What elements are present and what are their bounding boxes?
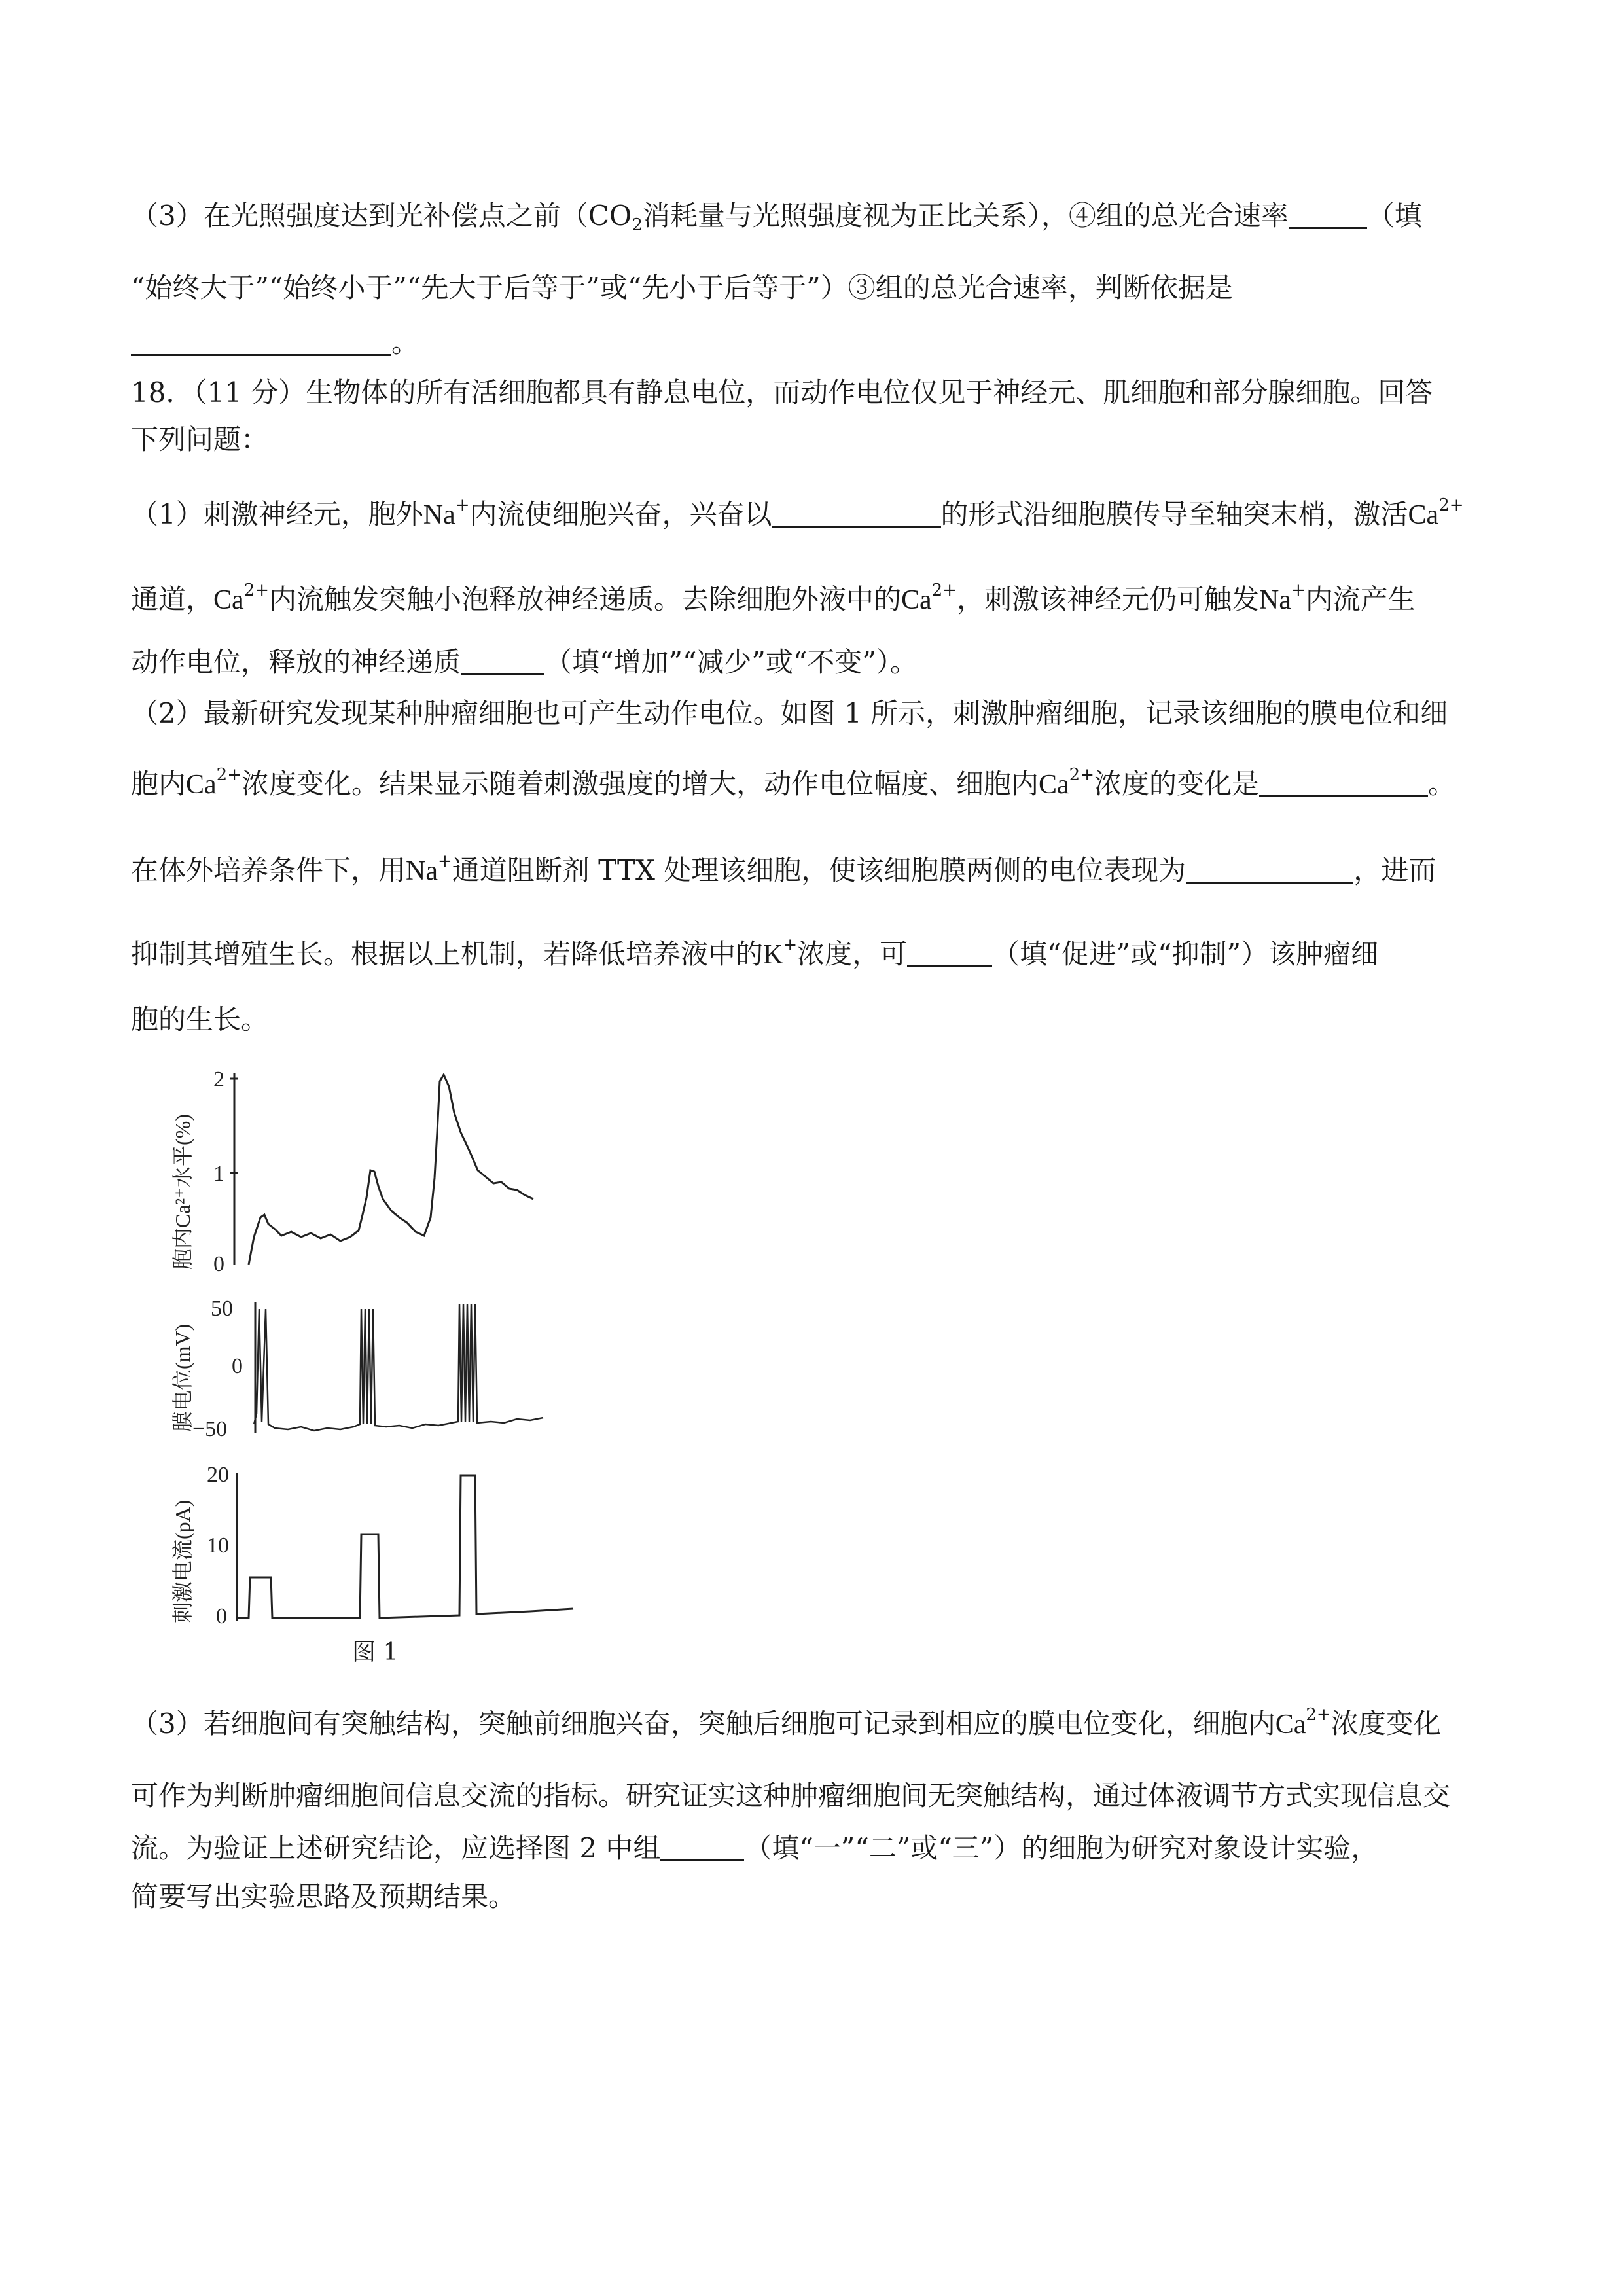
q18-p2-e: 。 [1428, 768, 1456, 800]
q18-p3-f: 简要写出实验思路及预期结果。 [131, 1880, 516, 1912]
figure-caption: 图 1 [352, 1639, 399, 1666]
q18-p3-a: （3）若细胞间有突触结构，突触前细胞兴奋，突触后细胞可记录到相应的膜电位变化，细胞内 [131, 1708, 1275, 1740]
panel3-tick: 10 [207, 1534, 229, 1558]
na-charge: + [455, 495, 470, 515]
q18-p3-line3 [131, 1830, 1499, 1867]
q18-p2-line4 [131, 936, 1499, 973]
q18-p2-line1 [131, 695, 1499, 732]
panel1-tick: 0 [213, 1252, 224, 1276]
panel2-ylabel: 膜电位(mV) [171, 1323, 194, 1432]
q18-p3-line2 [131, 1778, 1499, 1814]
na-ion: Na [423, 500, 455, 530]
q18-p3-line4 [131, 1878, 1499, 1915]
answer-blank[interactable] [1289, 201, 1367, 229]
ca-charge: 2+ [1069, 765, 1094, 785]
q18-intro-line1 [131, 374, 1499, 411]
panel3-tick: 0 [216, 1604, 227, 1628]
ca-ion: Ca [1039, 770, 1069, 800]
panel2-tick: 50 [211, 1297, 233, 1321]
answer-blank[interactable] [772, 499, 941, 528]
answer-blank[interactable] [1186, 855, 1353, 884]
na-ion: Na [406, 856, 438, 886]
answer-blank[interactable] [461, 647, 544, 675]
q18-p3-e: （填“一”“二”或“三”）的细胞为研究对象设计实验， [744, 1832, 1379, 1864]
q18-p1-i: （填“增加”“减少”或“不变”）。 [544, 646, 918, 678]
panel3-ylabel: 刺激电流(pA) [171, 1499, 194, 1623]
q18-p3-d: 流。为验证上述研究结论，应选择图 2 中组 [131, 1832, 661, 1864]
panel1-tick: 2 [213, 1067, 224, 1092]
answer-blank[interactable] [660, 1833, 744, 1861]
q18-p1-c: 的形式沿细胞膜传导至轴突末梢，激活 [940, 498, 1408, 530]
ca-charge: 2+ [931, 581, 957, 600]
q18-p2-c: 浓度变化。结果显示随着刺激强度的增大，动作电位幅度、细胞内 [241, 768, 1039, 800]
q18-p3-line1 [131, 1706, 1499, 1743]
answer-blank[interactable] [131, 328, 391, 356]
ca-ion: Ca [1408, 500, 1439, 530]
na-ion: Na [1259, 585, 1291, 615]
ca-charge: 2+ [243, 581, 269, 600]
q18-intro-a: 18．（11 分）生物体的所有活细胞都具有静息电位，而动作电位仅见于神经元、肌细胞和部分腺细胞。回答 [131, 376, 1433, 408]
q18-p2-l: 胞的生长。 [131, 1003, 269, 1035]
q17-p3-text-b: 消耗量与光照强度视为正比关系），④组的总光合速率 [642, 200, 1289, 232]
q18-p3-c: 可作为判断肿瘤细胞间信息交流的指标。研究证实这种肿瘤细胞间无突触结构，通过体液调节方式实现信息交 [131, 1780, 1451, 1812]
ca-ion: Ca [901, 585, 932, 615]
co2-formula: CO [588, 200, 632, 232]
stimulus-current-trace [237, 1475, 573, 1618]
ca-ion: Ca [1275, 1710, 1306, 1740]
q18-p1-line3 [131, 644, 1499, 681]
q18-p1-f: ，刺激该神经元仍可触发 [957, 583, 1260, 615]
q18-p1-line1 [131, 496, 1499, 533]
q18-p2-line5 [131, 1001, 1499, 1038]
k-charge: + [783, 935, 798, 955]
q18-p3-b: 浓度变化 [1330, 1708, 1441, 1740]
figure-1 [151, 1060, 609, 1636]
panel2-tick: 0 [232, 1354, 243, 1378]
k-ion: K [763, 940, 783, 970]
membrane-potential-trace [254, 1304, 543, 1431]
q17-p3-text-d: “始终大于”“始终小于”“先大于后等于”或“先小于后等于”）③组的总光合速率，判断依据是 [131, 272, 1233, 304]
q18-p2-j: 浓度，可 [797, 938, 908, 970]
q17-p3-end: 。 [391, 327, 419, 359]
na-charge: + [1291, 581, 1306, 600]
q18-p1-h: 动作电位，释放的神经递质 [131, 646, 461, 678]
ca-ion: Ca [213, 585, 244, 615]
panel1-ylabel: 胞内Ca²⁺水平(%) [171, 1113, 194, 1270]
q18-p2-k: （填“促进”或“抑制”）该肿瘤细 [992, 938, 1379, 970]
q18-p2-h: ，进而 [1353, 854, 1436, 886]
ca-charge: 2+ [1438, 495, 1464, 515]
q18-intro-b: 下列问题： [131, 423, 269, 456]
answer-blank[interactable] [907, 939, 992, 967]
q18-p2-g: 通道阻断剂 TTX 处理该细胞，使该细胞膜两侧的电位表现为 [452, 854, 1186, 886]
ca-charge: 2+ [216, 765, 241, 785]
co2-subscript: 2 [632, 215, 643, 235]
q18-p2-line2 [131, 766, 1499, 803]
q18-intro-line2 [131, 422, 1499, 458]
q17-p3-text-c: （填 [1366, 200, 1422, 232]
answer-blank[interactable] [1259, 769, 1428, 797]
ca-charge: 2+ [1306, 1705, 1331, 1725]
panel2-tick: −50 [192, 1417, 228, 1441]
q18-p2-line3 [131, 852, 1499, 889]
q18-p1-line2 [131, 581, 1499, 619]
calcium-level-trace [249, 1075, 533, 1265]
q18-p2-f: 在体外培养条件下，用 [131, 854, 406, 886]
panel3-tick: 20 [207, 1463, 229, 1487]
q18-p1-d: 通道， [131, 583, 214, 615]
q18-p1-g: 内流产生 [1305, 583, 1416, 615]
q17-p3-line3 [131, 325, 1499, 361]
q17-p3-text-a: （3）在光照强度达到光补偿点之前（ [131, 200, 588, 232]
q18-p2-b: 胞内 [131, 768, 187, 800]
q18-p1-b: 内流使细胞兴奋，兴奋以 [469, 498, 772, 530]
panel1-tick: 1 [213, 1162, 224, 1186]
q17-p3-line1 [131, 198, 1499, 234]
q18-p2-i: 抑制其增殖生长。根据以上机制，若降低培养液中的 [131, 938, 764, 970]
na-charge: + [438, 852, 452, 871]
q18-p1-e: 内流触发突触小泡释放神经递质。去除细胞外液中的 [269, 583, 902, 615]
q17-p3-line2 [131, 270, 1499, 306]
q18-p1-a: （1）刺激神经元，胞外 [131, 498, 423, 530]
ca-ion: Ca [186, 770, 217, 800]
q18-p2-d: 浓度的变化是 [1094, 768, 1260, 800]
q18-p2-a: （2）最新研究发现某种肿瘤细胞也可产生动作电位。如图 1 所示，刺激肿瘤细胞，记录该细胞的膜电位和细 [131, 697, 1448, 729]
